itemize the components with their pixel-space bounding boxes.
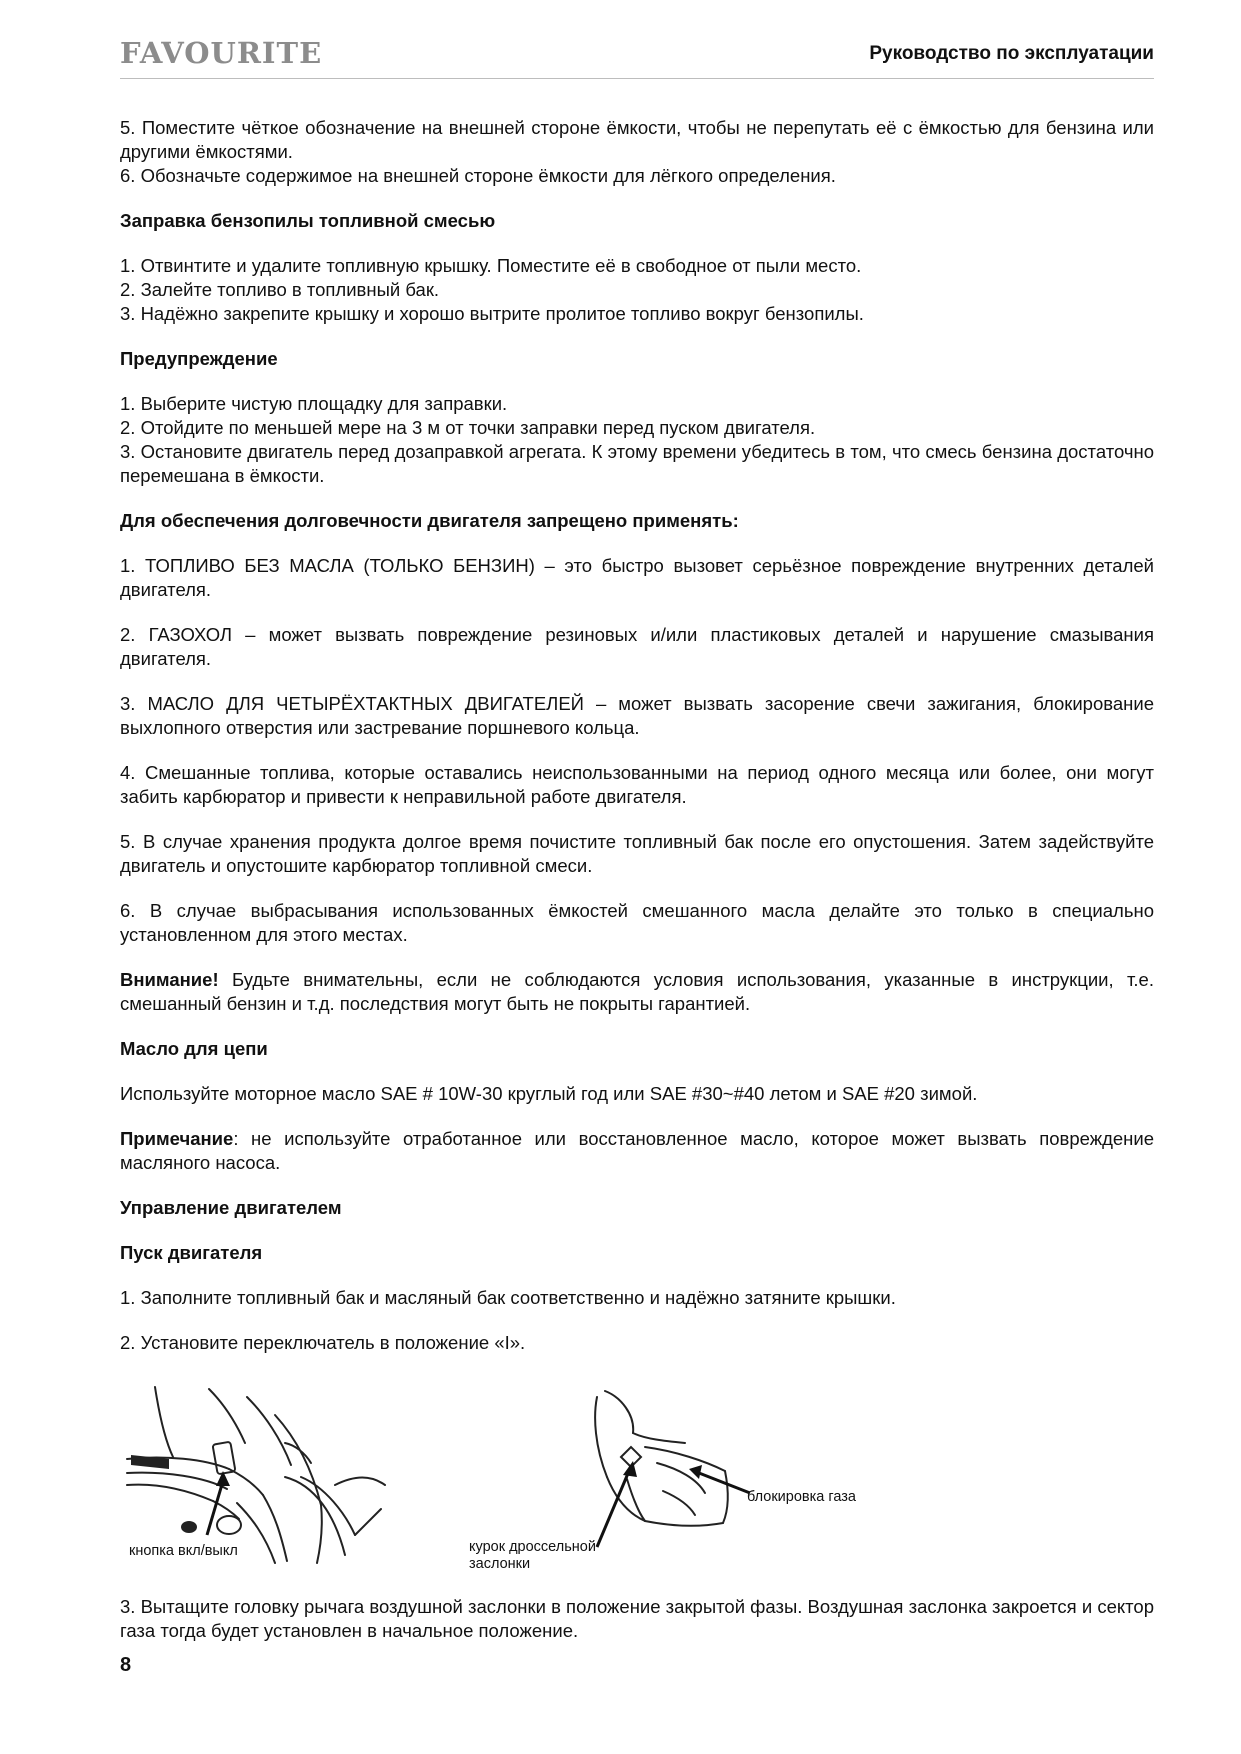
warning-heading: Предупреждение [120, 348, 278, 369]
engine-start-item: 2. Установите переключатель в положение «I». [120, 1332, 526, 1353]
illustrations [120, 1385, 1154, 1595]
intro-item-6: 6. Обозначьте содержимое на внешней стороне ёмкости для лёгкого определения. [120, 165, 836, 186]
warning-item: 1. Выберите чистую площадку для заправки. [120, 393, 508, 414]
throttle-drawing [345, 1387, 885, 1577]
prohibited-item: 4. Смешанные топлива, которые оставались неиспользованными на период одного месяца или более, они могут забить карбюратор и привести к неправильной работе двигателя. [120, 762, 1154, 807]
trigger-label-line2: заслонки [469, 1556, 531, 1572]
attention-paragraph [120, 968, 1154, 1016]
document-title: Руководство по эксплуатации [869, 43, 1154, 64]
engine-start-item-3: 3. Вытащите головку рычага воздушной заслонки в положение закрытой фазы. Воздушная заслонка закроется и сектор газа тогда будет установлен в начальное положение. [120, 1596, 1154, 1641]
refuel-item: 3. Надёжно закрепите крышку и хорошо вытрите пролитое топливо вокруг бензопилы. [120, 303, 864, 324]
intro-item-5: 5. Поместите чёткое обозначение на внешней стороне ёмкости, чтобы не перепутать её с ёмкостью для бензина или другими ёмкостями. [120, 117, 1154, 162]
engine-control-heading: Управление двигателем [120, 1197, 342, 1218]
chain-oil-heading: Масло для цепи [120, 1038, 268, 1059]
throttle-illustration [345, 1387, 885, 1577]
trigger-label-line1: курок дроссельной [469, 1539, 596, 1555]
prohibited-item: 3. МАСЛО ДЛЯ ЧЕТЫРЁХТАКТНЫХ ДВИГАТЕЛЕЙ – может вызвать засорение свечи зажигания, блокирование выхлопного отверстия или застревание поршневого кольца. [120, 693, 1154, 738]
prohibited-item: 2. ГАЗОХОЛ – может вызвать повреждение резиновых и/или пластиковых деталей и нарушение смазывания двигателя. [120, 624, 1154, 669]
chain-oil-text: Используйте моторное масло SAE # 10W-30 круглый год или SAE #30~#40 летом и SAE #20 зимой. [120, 1083, 978, 1104]
engine-start-heading: Пуск двигателя [120, 1242, 263, 1263]
warning-item: 3. Остановите двигатель перед дозаправкой агрегата. К этому времени убедитесь в том, что смесь бензина достаточно перемешана в ёмкости. [120, 441, 1154, 486]
on-off-button-label: кнопка вкл/выкл [129, 1543, 238, 1559]
page-header [120, 34, 1154, 79]
refuel-heading: Заправка бензопилы топливной смесью [120, 210, 496, 231]
note-text: : не используйте отработанное или восстановленное масло, которое может вызвать повреждение масляного насоса. [120, 1128, 1154, 1173]
note-label: Примечание [120, 1128, 234, 1149]
brand-logo: FAVOURITE [120, 36, 323, 70]
refuel-item: 2. Залейте топливо в топливный бак. [120, 279, 440, 300]
throttle-lock-label: блокировка газа [747, 1489, 856, 1505]
prohibited-heading: Для обеспечения долговечности двигателя запрещено применять: [120, 510, 739, 531]
engine-start-item: 1. Заполните топливный бак и масляный бак соответственно и надёжно затяните крышки. [120, 1287, 896, 1308]
prohibited-item: 1. ТОПЛИВО БЕЗ МАСЛА (ТОЛЬКО БЕНЗИН) – это быстро вызовет серьёзное повреждение внутренних деталей двигателя. [120, 555, 1154, 600]
page-content [120, 116, 1154, 1643]
page-number: 8 [120, 1654, 132, 1676]
attention-text: Будьте внимательны, если не соблюдаются условия использования, указанные в инструкции, т.е. смешанный бензин и т.д. последствия могут быть не покрыты гарантией. [120, 969, 1154, 1014]
attention-label: Внимание! [120, 969, 219, 990]
warning-item: 2. Отойдите по меньшей мере на 3 м от точки заправки перед пуском двигателя. [120, 417, 816, 438]
note-paragraph [120, 1127, 1154, 1175]
prohibited-item: 5. В случае хранения продукта долгое время почистите топливный бак после его опустошения. Затем задействуйте двигатель и опустошите карбюратор топливной смеси. [120, 831, 1154, 876]
refuel-item: 1. Отвинтите и удалите топливную крышку. Поместите её в свободное от пыли место. [120, 255, 862, 276]
prohibited-item: 6. В случае выбрасывания использованных ёмкостей смешанного масла делайте это только в специально установленном для этого местах. [120, 900, 1154, 945]
